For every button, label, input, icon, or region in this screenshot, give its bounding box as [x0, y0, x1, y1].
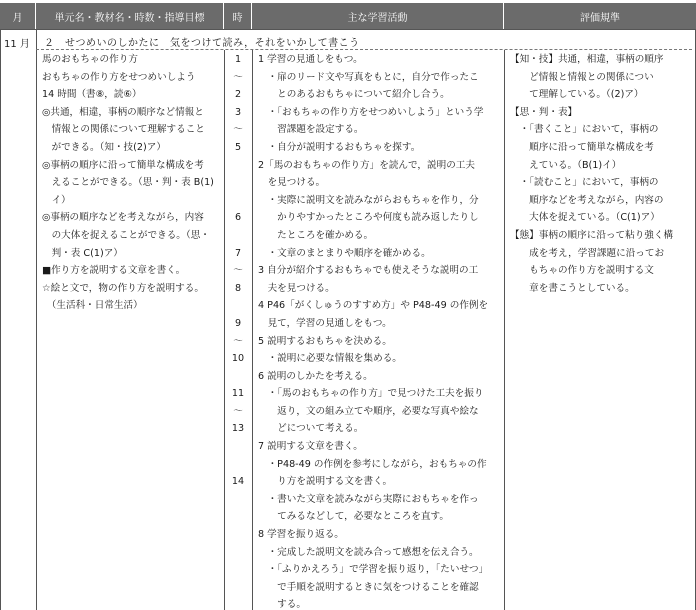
- activity-line: ・書いた文章を読みながら実際におもちゃを作っ: [258, 493, 479, 505]
- time-line: ～: [233, 405, 243, 417]
- unit-line: 14 時間（書⑧，読⑥）: [42, 89, 142, 101]
- unit-line: 馬のおもちゃの作り方: [42, 54, 138, 65]
- activity-line: ・P48-49 の作例を参考にしながら，おもちゃの作: [258, 458, 487, 470]
- activity-line: ・実際に説明文を読みながらおもちゃを作り，分: [258, 194, 479, 206]
- unit-line: ◎事柄の順序などを考えながら，内容: [42, 212, 204, 224]
- activity-line: ・文章のまとまりや順序を確かめる。: [258, 247, 431, 259]
- unit-line: ◎共通，相違，事柄の順序など情報と: [42, 106, 204, 118]
- evaluation-line: て理解している。（(2)ア）: [510, 89, 644, 101]
- grid-line: [36, 29, 37, 610]
- unit-line: えることができる。（思・判・表 B(1): [42, 177, 214, 189]
- unit-line: （生活科・日常生活）: [42, 300, 143, 312]
- activity-line: ・完成した説明文を読み合って感想を伝え合う。: [258, 546, 479, 558]
- unit-description: [42, 51, 222, 315]
- unit-line: ☆絵と文で，物の作り方を説明する。: [42, 282, 204, 294]
- evaluation-line: ・「読むこと」において，事柄の: [510, 177, 659, 189]
- unit-line: ができる。（知・技(2)ア）: [42, 141, 166, 153]
- activity-line: ・「おもちゃの作り方をせつめいしよう」という学: [258, 106, 484, 118]
- unit-line: ◎事柄の順序に沿って簡単な構成を考: [42, 159, 204, 171]
- activity-line: 7 説明する文章を書く。: [258, 441, 363, 453]
- grid-line: [252, 50, 253, 610]
- title-divider: [36, 49, 692, 50]
- time-line: ～: [233, 71, 243, 83]
- grid-line: [504, 50, 505, 610]
- time-line: 3: [234, 106, 242, 118]
- time-line: [226, 157, 250, 175]
- activity-line: 返り，文の組み立てや順序，必要な写真や絵な: [258, 405, 479, 417]
- activities-column: [258, 51, 502, 610]
- time-line: 1: [234, 54, 242, 65]
- evaluation-line: もちゃの作り方を説明する文: [510, 265, 654, 277]
- activity-line: かりやすかったところや何度も読み返したりし: [258, 212, 479, 224]
- time-column: [226, 51, 250, 491]
- activity-line: ・説明に必要な情報を集める。: [258, 353, 402, 365]
- header-activities: 主な学習活動: [252, 3, 504, 29]
- evaluation-line: ど情報と情報との関係につい: [510, 71, 654, 83]
- evaluation-line: 章を書こうとしている。: [510, 282, 635, 294]
- unit-line: ■作り方を説明する文章を書く。: [42, 265, 186, 277]
- activity-line: てみるなどして，必要なところを直す。: [258, 511, 449, 523]
- activity-line: 見て，学習の見通しをもつ。: [258, 317, 392, 329]
- activity-line: ・「馬のおもちゃの作り方」で見つけた工夫を振り: [258, 388, 484, 400]
- activity-line: 習課題を設定する。: [258, 124, 364, 136]
- activity-line: たところを確かめる。: [258, 229, 374, 241]
- activity-line: り方を説明する文を書く。: [258, 476, 393, 488]
- grid-line: [224, 50, 225, 610]
- evaluation-line: 【思・判・表】: [510, 106, 578, 118]
- time-line: ～: [233, 335, 243, 347]
- activity-line: 8 学習を振り返る。: [258, 529, 344, 541]
- activity-line: ・扉のリード文や写真をもとに，自分で作ったこ: [258, 71, 479, 83]
- evaluation-line: 【知・技】共通，相違，事柄の順序: [510, 54, 664, 65]
- activity-line: 6 説明のしかたを考える。: [258, 370, 373, 382]
- header-unit: 単元名・教材名・時数・指導目標: [36, 3, 224, 29]
- header-evaluation: 評価規準: [504, 3, 696, 29]
- activity-line: 5 説明するおもちゃを決める。: [258, 335, 392, 347]
- time-line: 8: [234, 282, 242, 294]
- evaluation-line: ・「書くこと」において，事柄の: [510, 124, 659, 136]
- month-cell: 11 月: [4, 39, 30, 50]
- activity-line: を見つける。: [258, 177, 326, 189]
- evaluation-line: 順序などを考えながら，内容の: [510, 194, 664, 206]
- time-line: 7: [234, 247, 242, 259]
- activity-line: とのあるおもちゃについて紹介し合う。: [258, 89, 450, 101]
- activity-line: ・自分が説明するおもちゃを探す。: [258, 141, 421, 153]
- unit-line: 情報との関係について理解すること: [42, 124, 205, 136]
- time-line: 2: [234, 89, 242, 101]
- time-line: [226, 297, 250, 315]
- unit-line: おもちゃの作り方をせつめいしよう: [42, 71, 196, 83]
- unit-line: イ）: [42, 194, 71, 206]
- header-time: 時: [224, 3, 252, 29]
- time-line: [226, 368, 250, 386]
- grid-line: [0, 29, 696, 30]
- evaluation-line: 成を考え，学習課題に沿ってお: [510, 247, 665, 259]
- time-line: [226, 456, 250, 474]
- activity-line: 2「馬のおもちゃの作り方」を読んで，説明の工夫: [258, 159, 475, 171]
- unit-line: の大体を捉えることができる。（思・: [42, 229, 210, 241]
- activity-line: 1 学習の見通しをもつ。: [258, 54, 363, 65]
- time-line: [226, 192, 250, 210]
- time-line: ～: [233, 265, 243, 277]
- time-line: 11: [231, 388, 245, 400]
- time-line: 9: [234, 317, 242, 329]
- evaluation-line: 【態】事柄の順序に沿って粘り強く構: [510, 229, 674, 241]
- grid-line: [0, 29, 1, 610]
- time-line: 13: [231, 423, 245, 435]
- activity-line: で手順を説明するときに気をつけることを確認: [258, 581, 479, 593]
- activity-line: する。: [258, 599, 306, 610]
- time-line: [226, 227, 250, 245]
- evaluation-column: [510, 51, 692, 297]
- evaluation-line: 大体を捉えている。（C(1)ア）: [510, 212, 660, 224]
- activity-line: 夫を見つける。: [258, 282, 335, 294]
- time-line: 6: [234, 212, 242, 224]
- evaluation-line: 順序に沿って簡単な構成を考: [510, 141, 654, 153]
- time-line: [226, 174, 250, 192]
- time-line: 5: [234, 141, 242, 153]
- activity-line: 4 P46「がくしゅうのすすめ方」や P48-49 の作例を: [258, 300, 489, 312]
- time-line: ～: [233, 124, 243, 136]
- time-line: 10: [231, 353, 245, 365]
- time-line: 14: [231, 476, 245, 488]
- time-line: [226, 438, 250, 456]
- activity-line: 3 自分が紹介するおもちゃでも使えそうな説明の工: [258, 265, 479, 277]
- evaluation-line: えている。（B(1)イ）: [510, 159, 622, 171]
- activity-line: ・「ふりかえろう」で学習を振り返り，「たいせつ」: [258, 564, 489, 576]
- activity-line: どについて考える。: [258, 423, 364, 435]
- header-month: 月: [0, 3, 36, 29]
- unit-title: ２ せつめいのしかたに 気をつけて読み，それをいかして書こう: [44, 38, 360, 49]
- unit-line: 判・表 C(1)ア）: [42, 247, 123, 259]
